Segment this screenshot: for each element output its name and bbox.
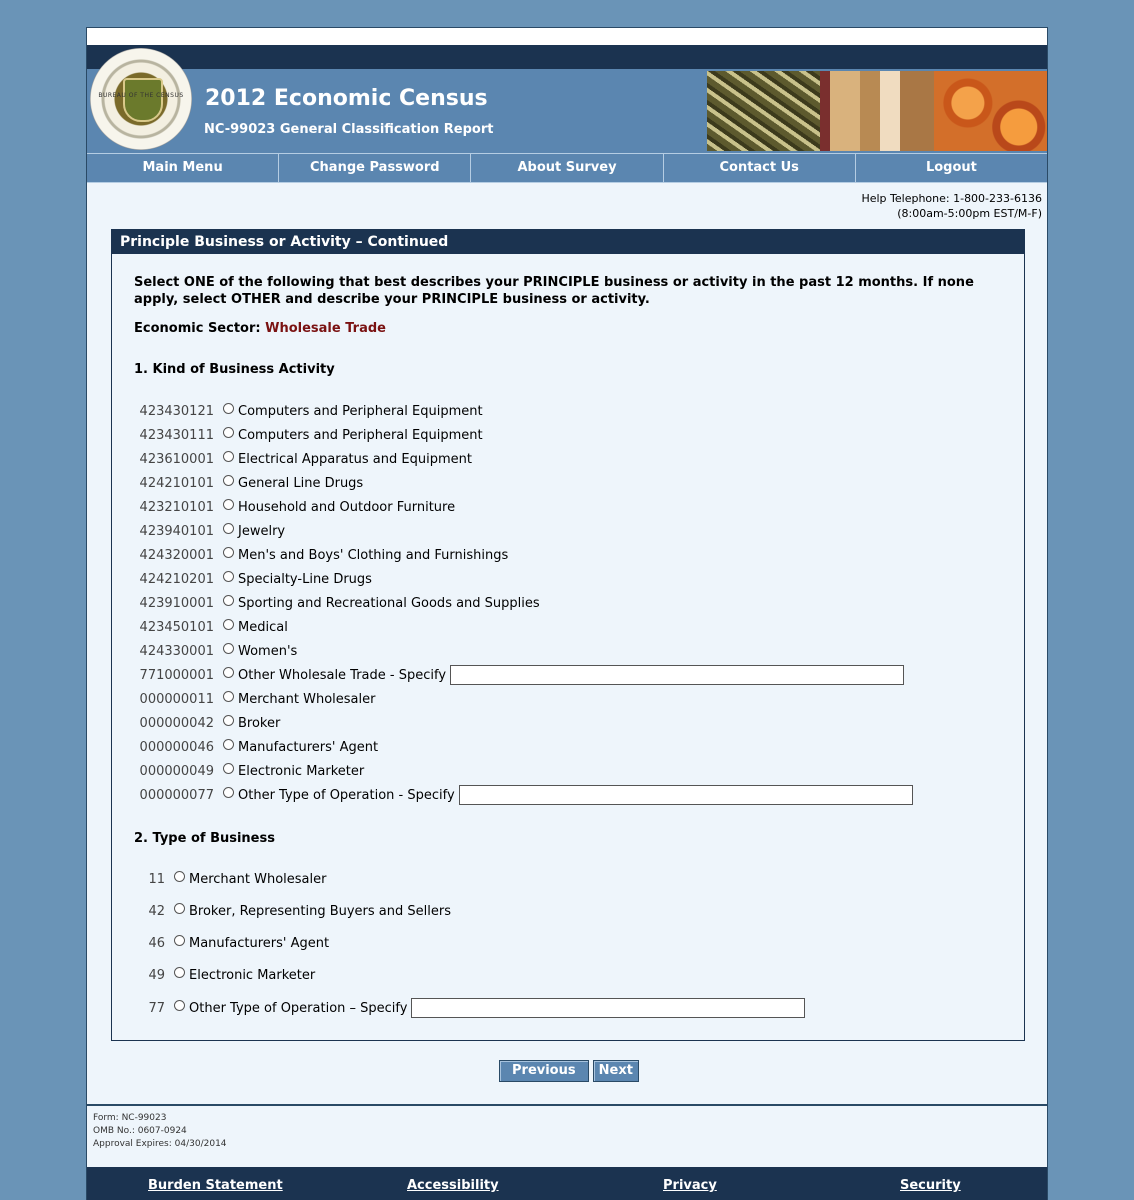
option-label: Other Type of Operation – Specify <box>189 1000 408 1016</box>
option-label: Specialty-Line Drugs <box>238 571 372 587</box>
option-radio[interactable] <box>223 787 234 798</box>
option-label: Merchant Wholesaler <box>238 691 376 707</box>
option-row <box>112 689 375 709</box>
main-nav <box>87 153 1047 183</box>
screws-photo <box>707 71 820 151</box>
specify-input[interactable] <box>459 785 913 805</box>
option-radio[interactable] <box>223 427 234 438</box>
option-radio[interactable] <box>174 935 185 946</box>
panel-title: Principle Business or Activity – Continued <box>112 230 1024 254</box>
nav-main-menu[interactable]: Main Menu <box>87 154 279 182</box>
previous-button[interactable]: Previous <box>499 1060 589 1082</box>
header-banner <box>87 45 1047 153</box>
option-row <box>112 713 280 733</box>
accessibility-link[interactable]: Accessibility <box>407 1178 499 1193</box>
option-radio[interactable] <box>223 715 234 726</box>
option-label: Medical <box>238 619 288 635</box>
option-row <box>112 998 805 1018</box>
footer-divider <box>87 1104 1047 1106</box>
form-number: Form: NC-99023 <box>93 1113 167 1123</box>
option-row <box>112 665 904 685</box>
option-label: Jewelry <box>238 523 286 539</box>
option-radio[interactable] <box>174 967 185 978</box>
type-of-business-heading: 2. Type of Business <box>134 831 275 846</box>
option-row <box>112 761 364 781</box>
option-code: 42 <box>148 903 165 919</box>
instructions: Select ONE of the following that best describes your PRINCIPLE business or activity in the past 12 months. If none apply, select OTHER and describe your PRINCIPLE business or activity. <box>134 275 974 307</box>
option-code: 424320001 <box>139 547 214 563</box>
option-label: Electronic Marketer <box>189 967 316 983</box>
option-radio[interactable] <box>223 523 234 534</box>
boxes-photo <box>820 71 933 151</box>
option-code: 000000011 <box>139 691 214 707</box>
form-info <box>93 1112 227 1151</box>
nav-logout[interactable]: Logout <box>925 160 977 175</box>
option-radio[interactable] <box>174 871 185 882</box>
option-code: 424210101 <box>139 475 214 491</box>
option-code: 423940101 <box>139 523 214 539</box>
option-radio[interactable] <box>223 499 234 510</box>
seal-text: BUREAU OF THE CENSUS <box>98 92 184 99</box>
option-row <box>112 521 285 541</box>
sector-label: Economic Sector: <box>134 321 261 336</box>
economic-sector <box>134 321 386 336</box>
option-row <box>112 545 508 565</box>
option-code: 424330001 <box>139 643 214 659</box>
option-label: Women's <box>238 643 298 659</box>
option-code: 423210101 <box>139 499 214 515</box>
option-radio[interactable] <box>223 571 234 582</box>
option-code: 423430111 <box>139 427 214 443</box>
option-code: 423430121 <box>139 403 214 419</box>
oranges-photo <box>934 71 1047 151</box>
option-radio[interactable] <box>223 547 234 558</box>
option-label: Manufacturers' Agent <box>189 935 330 951</box>
option-code: 000000049 <box>139 763 214 779</box>
option-code: 000000046 <box>139 739 214 755</box>
option-code: 423910001 <box>139 595 214 611</box>
option-code: 49 <box>148 967 165 983</box>
approval-expires: Approval Expires: 04/30/2014 <box>93 1139 227 1149</box>
option-radio[interactable] <box>223 667 234 678</box>
option-label: Computers and Peripheral Equipment <box>238 403 483 419</box>
option-label: Electrical Apparatus and Equipment <box>238 451 472 467</box>
option-label: Merchant Wholesaler <box>189 871 327 887</box>
option-code: 77 <box>148 1000 165 1016</box>
help-info <box>861 191 1042 221</box>
option-row <box>112 401 483 421</box>
option-code: 771000001 <box>139 667 214 683</box>
option-label: Electronic Marketer <box>238 763 365 779</box>
nav-buttons <box>499 1060 639 1082</box>
option-label: Other Wholesale Trade - Specify <box>238 667 447 683</box>
nav-about-survey[interactable]: About Survey <box>471 154 663 182</box>
nav-contact-us[interactable]: Contact Us <box>664 154 856 182</box>
top-strip <box>87 28 1047 45</box>
option-code: 11 <box>148 871 165 887</box>
option-label: General Line Drugs <box>238 475 364 491</box>
app-title: 2012 Economic Census <box>205 86 488 111</box>
option-radio[interactable] <box>223 619 234 630</box>
header-photos <box>707 71 1047 151</box>
option-radio[interactable] <box>223 643 234 654</box>
option-code: 000000042 <box>139 715 214 731</box>
burden-statement-link[interactable]: Burden Statement <box>148 1178 283 1193</box>
option-radio[interactable] <box>223 763 234 774</box>
seal-shield-icon <box>123 78 163 122</box>
option-radio[interactable] <box>174 903 185 914</box>
option-row <box>112 497 455 517</box>
option-label: Men's and Boys' Clothing and Furnishings <box>238 547 509 563</box>
page-container <box>86 27 1048 1200</box>
option-label: Household and Outdoor Furniture <box>238 499 456 515</box>
specify-input[interactable] <box>411 998 805 1018</box>
option-label: Other Type of Operation - Specify <box>238 787 455 803</box>
option-row <box>112 965 315 985</box>
nav-change-password[interactable]: Change Password <box>279 154 471 182</box>
option-code: 000000077 <box>139 787 214 803</box>
option-radio[interactable] <box>223 595 234 606</box>
option-row <box>112 737 378 757</box>
commerce-seal-icon <box>90 48 192 150</box>
option-radio[interactable] <box>174 1000 185 1011</box>
option-code: 46 <box>148 935 165 951</box>
option-label: Computers and Peripheral Equipment <box>238 427 483 443</box>
option-row <box>112 569 372 589</box>
sector-value: Wholesale Trade <box>265 321 386 336</box>
omb-number: OMB No.: 0607-0924 <box>93 1126 187 1136</box>
activity-panel <box>111 229 1025 1041</box>
option-radio[interactable] <box>223 739 234 750</box>
option-label: Broker, Representing Buyers and Sellers <box>189 903 451 919</box>
option-row <box>112 785 913 805</box>
next-button[interactable]: Next <box>593 1060 639 1082</box>
help-hours: (8:00am-5:00pm EST/M-F) <box>897 207 1042 220</box>
security-link[interactable]: Security <box>900 1178 961 1193</box>
app-subtitle: NC-99023 General Classification Report <box>204 122 494 137</box>
option-radio[interactable] <box>223 475 234 486</box>
option-row <box>112 869 326 889</box>
specify-input[interactable] <box>450 665 904 685</box>
option-row <box>112 617 288 637</box>
option-label: Manufacturers' Agent <box>238 739 379 755</box>
privacy-link[interactable]: Privacy <box>663 1178 717 1193</box>
option-row <box>112 593 540 613</box>
option-label: Broker <box>238 715 281 731</box>
option-row <box>112 473 363 493</box>
option-row <box>112 449 472 469</box>
help-telephone: Help Telephone: 1-800-233-6136 <box>861 192 1042 205</box>
option-code: 423610001 <box>139 451 214 467</box>
kind-of-business-heading: 1. Kind of Business Activity <box>134 362 335 377</box>
option-label: Sporting and Recreational Goods and Supplies <box>238 595 540 611</box>
option-row <box>112 901 451 921</box>
option-row <box>112 641 297 661</box>
option-row <box>112 933 329 953</box>
footer-links <box>87 1167 1047 1200</box>
option-row <box>112 425 483 445</box>
option-radio[interactable] <box>223 691 234 702</box>
option-code: 424210201 <box>139 571 214 587</box>
option-radio[interactable] <box>223 403 234 414</box>
option-radio[interactable] <box>223 451 234 462</box>
option-code: 423450101 <box>139 619 214 635</box>
